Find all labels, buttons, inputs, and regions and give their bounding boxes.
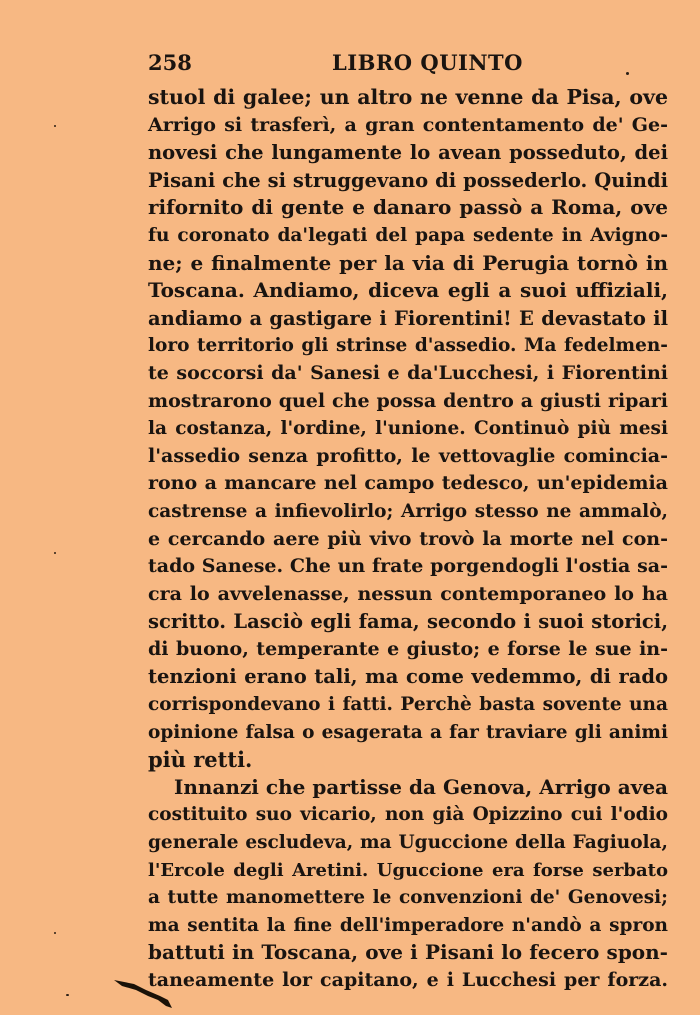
text-line: l'Ercole degli Aretini. Uguccione era forse serbato — [148, 859, 668, 881]
text-line: e cercando aere più vivo trovò la morte nel con- — [148, 527, 668, 550]
ink-smudge — [112, 974, 176, 1010]
text-line: Arrigo si trasferì, a gran contentamento de' Ge- — [148, 113, 668, 136]
page-number: 258 — [148, 50, 192, 75]
text-line: loro territorio gli strinse d'assedio. Ma fedelmen- — [148, 335, 668, 357]
running-title: LIBRO QUINTO — [332, 50, 523, 75]
text-line: battuti in Toscana, ove i Pisani lo fecero spon- — [148, 940, 668, 965]
paragraph-2 — [148, 774, 668, 995]
text-line: novesi che lungamente lo avean posseduto, dei — [148, 141, 668, 165]
text-line: opinione falsa o esagerata a far traviare gli animi — [148, 721, 668, 743]
text-line: ma sentita la fine dell'imperadore n'andò a spron — [148, 914, 668, 936]
text-line: fu coronato da'legati del papa sedente in Avigno- — [148, 224, 668, 246]
text-line: cra lo avvelenasse, nessun contemporaneo lo ha — [148, 582, 668, 605]
text-line: mostrarono quel che possa dentro a giusti ripari — [148, 389, 668, 412]
text-line: andiamo a gastigare i Fiorentini! E devastato il — [148, 306, 668, 330]
text-line: rifornito di gente e danaro passò a Roma, ove — [148, 195, 668, 220]
scan-speck — [626, 72, 629, 75]
scan-speck — [54, 125, 56, 127]
text-line: taneamente lor capitano, e i Lucchesi per forza. — [148, 969, 668, 991]
text-line: Toscana. Andiamo, diceva egli a suoi uffiziali, — [148, 278, 668, 303]
text-line: di buono, temperante e giusto; e forse le sue in- — [148, 637, 668, 660]
paragraph-1 — [148, 84, 668, 774]
text-line: costituito suo vicario, non già Opizzino cui l'odio — [148, 804, 668, 826]
text-line: Innanzi che partisse da Genova, Arrigo avea — [174, 774, 668, 799]
text-line: l'assedio senza profitto, le vettovaglie comincia- — [148, 444, 668, 467]
text-line: castrense a infievolirlo; Arrigo stesso ne ammalò, — [148, 500, 668, 522]
scan-speck — [54, 552, 56, 554]
text-line: stuol di galee; un altro ne venne da Pisa, ove — [148, 85, 668, 109]
text-line: tenzioni erano tali, ma come vedemmo, di rado — [148, 665, 668, 689]
text-line: generale escludeva, ma Uguccione della Fagiuola, — [148, 832, 668, 854]
page-header — [148, 50, 668, 80]
text-line: scritto. Lasciò egli fama, secondo i suoi storici, — [148, 610, 668, 634]
body-text — [148, 84, 668, 995]
text-line: a tutte manomettere le convenzioni de' Genovesi; — [148, 887, 668, 909]
scan-speck — [66, 994, 69, 996]
text-line: Pisani che si struggevano di possederlo. Quindi — [148, 168, 668, 192]
text-line: la costanza, l'ordine, l'unione. Continuò più mesi — [148, 418, 668, 440]
text-line: te soccorsi da' Sanesi e da'Lucchesi, i Fiorentini — [148, 361, 668, 384]
text-line: tado Sanese. Che un frate porgendogli l'ostia sa- — [148, 555, 668, 578]
text-line: rono a mancare nel campo tedesco, un'epidemia — [148, 472, 668, 495]
scan-speck — [54, 932, 56, 934]
text-line: corrispondevano i fatti. Perchè basta sovente una — [148, 694, 668, 716]
text-line: ne; e finalmente per la via di Perugia tornò in — [148, 250, 668, 275]
text-line: più retti. — [148, 747, 253, 773]
